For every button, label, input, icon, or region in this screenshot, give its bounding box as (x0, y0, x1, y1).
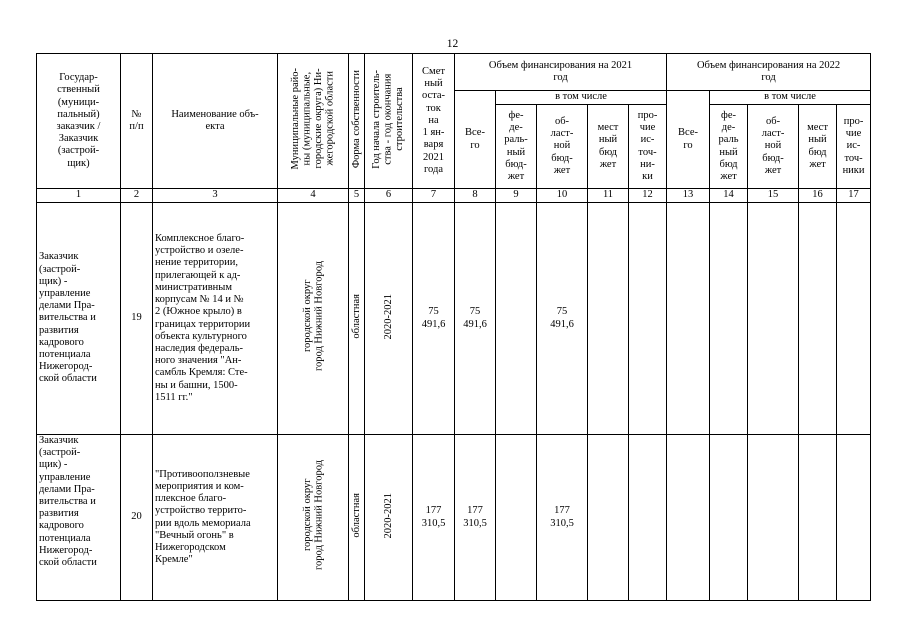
row-years (365, 435, 413, 601)
row-num: 19 (121, 203, 153, 435)
row-local-2021 (588, 435, 629, 601)
header-customer: Государ- ственный (муници- пальный) заказчик / Заказчик (застрой- щик) (37, 54, 121, 189)
row-ownership-text: областная (350, 294, 362, 339)
row-total-2022 (667, 203, 710, 435)
row-total-2022 (667, 435, 710, 601)
header-num: № п/п (121, 54, 153, 189)
header-object-name: Наименование объ- екта (153, 54, 278, 189)
row-num: 20 (121, 435, 153, 601)
row-ownership (349, 203, 365, 435)
row-total-2021: 177 310,5 (455, 435, 496, 601)
row-customer: Заказчик (застрой- щик) - управление делами Пра- вительства и развития кадрового потенциала Нижегород- ской области (37, 203, 121, 435)
header-regional-2022: об- ласт- ной бюд- жет (748, 105, 799, 189)
table-row (37, 435, 871, 601)
row-balance: 75 491,6 (413, 203, 455, 435)
header-municipality-text: Муниципальные райо- ны (муниципальные, городские округа) Ни- жегородской области (290, 68, 336, 170)
row-municipality (278, 435, 349, 601)
col-number: 17 (837, 189, 871, 203)
col-number: 11 (588, 189, 629, 203)
col-number: 16 (799, 189, 837, 203)
col-number: 10 (537, 189, 588, 203)
header-local-2021: мест ный бюд жет (588, 105, 629, 189)
page-number: 12 (446, 38, 459, 50)
col-number: 4 (278, 189, 349, 203)
row-total-2021: 75 491,6 (455, 203, 496, 435)
col-number: 12 (629, 189, 667, 203)
col-number: 7 (413, 189, 455, 203)
row-federal-2022 (710, 203, 748, 435)
financing-table (36, 53, 871, 601)
row-regional-2022 (748, 435, 799, 601)
row-years-text: 2020-2021 (382, 492, 394, 539)
header-other-2021: про- чие ис- точ- ни- ки (629, 105, 667, 189)
col-number: 8 (455, 189, 496, 203)
header-other-2022: про- чие ис- точ- ники (837, 105, 871, 189)
col-number: 5 (349, 189, 365, 203)
header-ownership (349, 54, 365, 189)
col-number: 15 (748, 189, 799, 203)
header-total-2022: Все- го (667, 91, 710, 189)
header-balance: Смет ный оста- ток на 1 ян- варя 2021 года (413, 54, 455, 189)
header-fin-2021: Объем финансирования на 2021 год (455, 54, 667, 91)
header-incl-2022: в том числе (710, 91, 871, 105)
row-object-name: Комплексное благо- устройство и озеле- нение территории, прилегающей к ад- министративным корпусам № 14 и № 2 (Южное крыло) в границах территории объекта культурного наследия федераль- ного значения "Ан- самбль Кремля: Сте- ны и башни, 1500- 1511 гг." (153, 203, 278, 435)
row-local-2021 (588, 203, 629, 435)
header-federal-2021: фе- де- раль- ный бюд- жет (496, 105, 537, 189)
row-object-name: "Противооползневые мероприятия и ком- плексное благо- устройство террито- рии вдоль мемориала "Вечный огонь" в Нижегородском Кремле" (153, 435, 278, 601)
row-years-text: 2020-2021 (382, 293, 394, 340)
header-total-2021: Все- го (455, 91, 496, 189)
row-other-2022 (837, 203, 871, 435)
row-regional-2021: 177 310,5 (537, 435, 588, 601)
header-federal-2022: фе- де- раль ный бюд жет (710, 105, 748, 189)
row-federal-2021 (496, 435, 537, 601)
row-ownership-text: областная (350, 493, 362, 538)
row-other-2021 (629, 203, 667, 435)
row-ownership (349, 435, 365, 601)
header-fin-2022: Объем финансирования на 2022 год (667, 54, 871, 91)
col-number: 2 (121, 189, 153, 203)
row-other-2022 (837, 435, 871, 601)
row-local-2022 (799, 435, 837, 601)
header-years-text: Год начала строитель- ства - год окончания строительства (371, 69, 406, 169)
header-municipality (278, 54, 349, 189)
row-years (365, 203, 413, 435)
row-regional-2021: 75 491,6 (537, 203, 588, 435)
row-municipality (278, 203, 349, 435)
row-federal-2021 (496, 203, 537, 435)
row-municipality-text: городской округ город Нижний Новгород (301, 261, 324, 372)
col-number: 3 (153, 189, 278, 203)
row-municipality-text: городской округ город Нижний Новгород (301, 460, 324, 571)
col-number: 6 (365, 189, 413, 203)
row-other-2021 (629, 435, 667, 601)
row-federal-2022 (710, 435, 748, 601)
col-number: 1 (37, 189, 121, 203)
table-row (37, 203, 871, 435)
header-incl-2021: в том числе (496, 91, 667, 105)
row-regional-2022 (748, 203, 799, 435)
header-years (365, 54, 413, 189)
header-local-2022: мест ный бюд жет (799, 105, 837, 189)
col-number: 13 (667, 189, 710, 203)
row-customer: Заказчик (застрой- щик) - управление делами Пра- вительства и развития кадрового потенциала Нижегород- ской области (37, 435, 121, 601)
col-number: 14 (710, 189, 748, 203)
col-number: 9 (496, 189, 537, 203)
header-ownership-text: Форма собственности (350, 69, 362, 168)
row-local-2022 (799, 203, 837, 435)
header-regional-2021: об- ласт- ной бюд- жет (537, 105, 588, 189)
row-balance: 177 310,5 (413, 435, 455, 601)
